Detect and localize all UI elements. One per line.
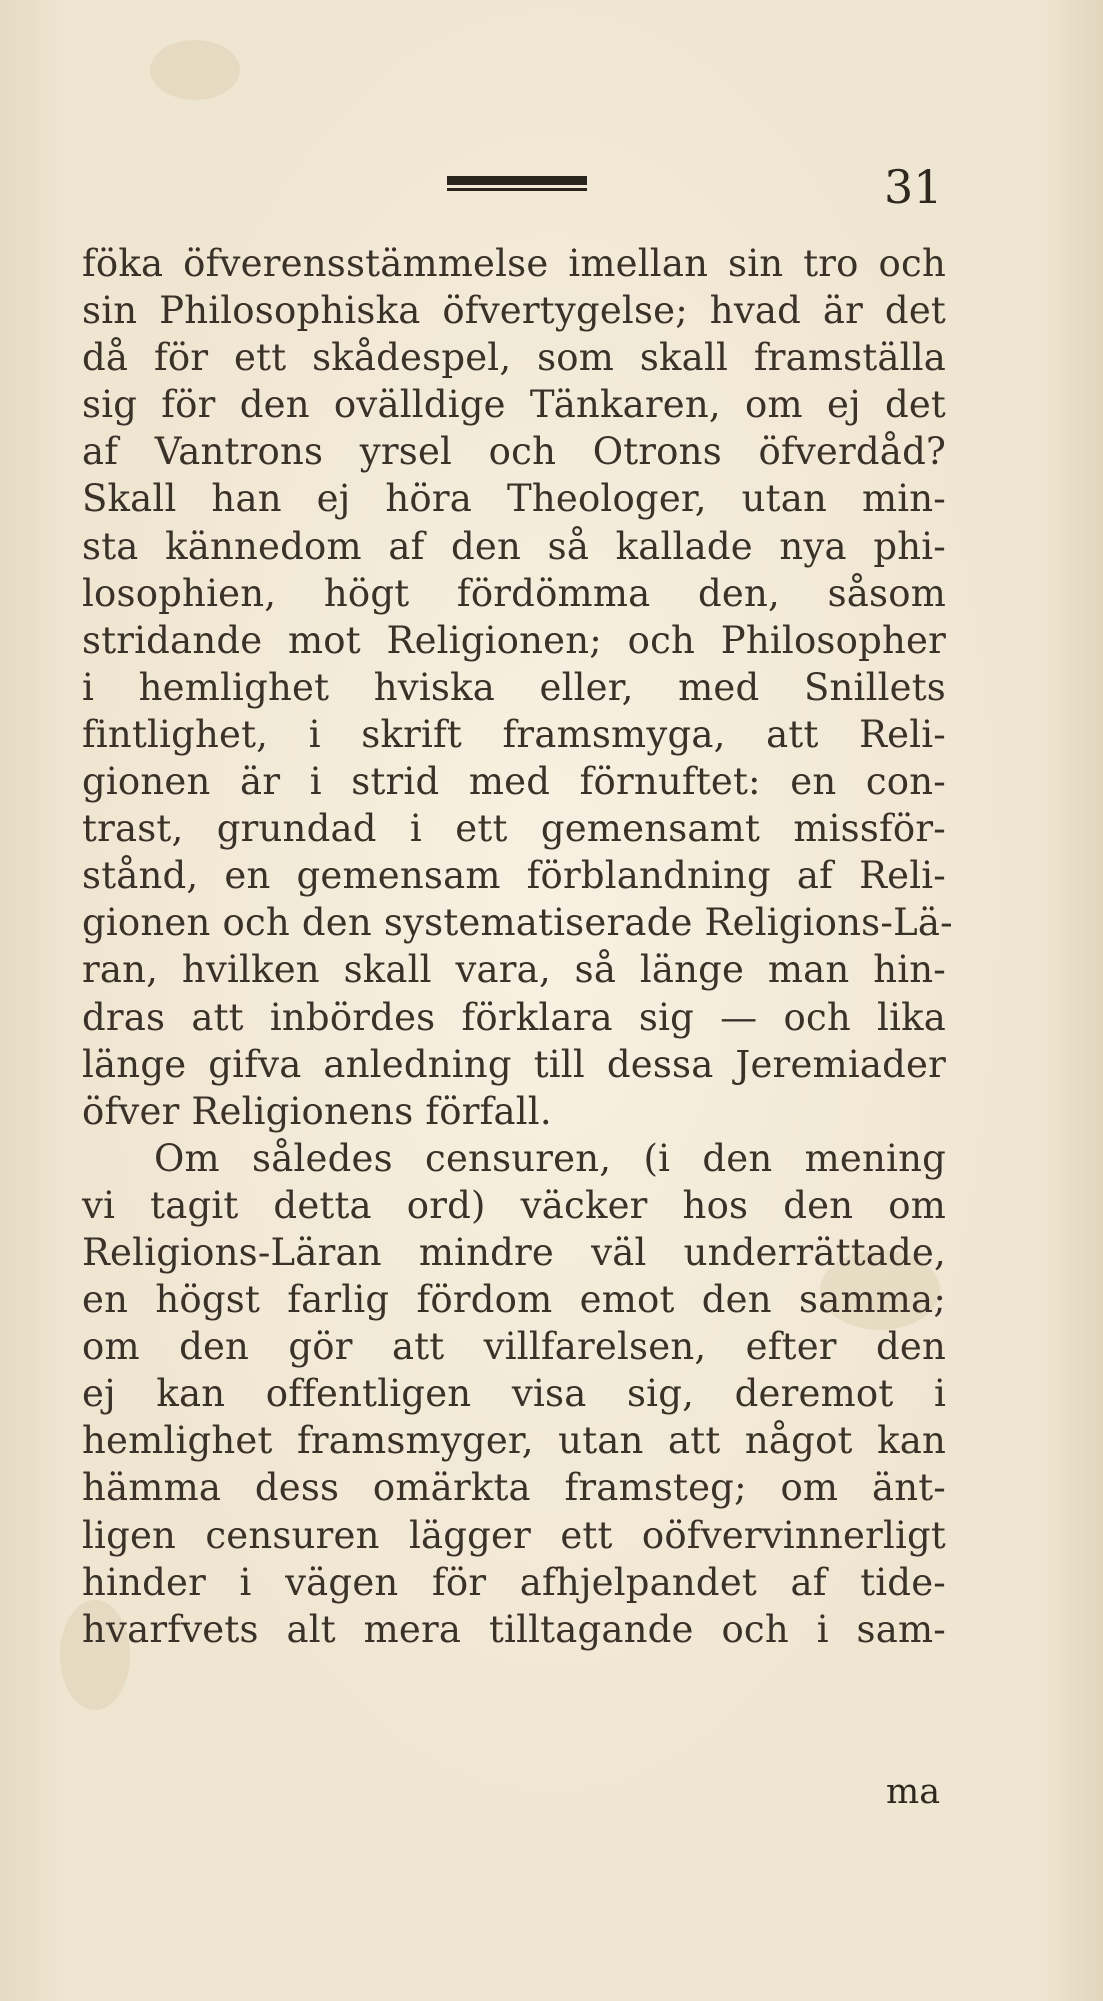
- text-line: losophien, högt fördömma den, såsom: [82, 571, 946, 615]
- header-ornament-rule: [447, 174, 587, 196]
- text-line: Religions-Läran mindre väl underrättade,: [82, 1230, 946, 1274]
- text-line: fintlighet, i skrift framsmyga, att Reli-: [82, 712, 946, 756]
- text-line: föka öfverensstämmelse imellan sin tro och: [82, 242, 946, 285]
- text-line: en högst farlig fördom emot den samma;: [82, 1278, 946, 1322]
- text-line: gionen och den systematiserade Religions-Lä-: [82, 901, 953, 945]
- text-line: öfver Religionens förfall.: [82, 1089, 552, 1133]
- text-line: i hemlighet hviska eller, med Snillets: [82, 665, 946, 709]
- text-line: hämma dess omärkta framsteg; om änt-: [82, 1466, 946, 1510]
- text-line: dras att inbördes förklara sig — och lika: [82, 995, 946, 1039]
- page-number: 31: [884, 160, 943, 214]
- catchword: ma: [886, 1772, 941, 1812]
- text-line: trast, grundad i ett gemensamt missför-: [82, 807, 946, 851]
- text-line: länge gifva anledning till dessa Jeremiader: [82, 1042, 946, 1086]
- rule-thick-bar: [447, 176, 587, 185]
- text-line: hinder i vägen för afhjelpandet af tide-: [82, 1560, 946, 1604]
- text-line: af Vantrons yrsel och Otrons öfverdåd?: [82, 430, 946, 474]
- text-line: stånd, en gemensam förblandning af Reli-: [82, 854, 946, 898]
- text-line: hvarfvets alt mera tilltagande och i sam-: [82, 1607, 946, 1651]
- text-line: ran, hvilken skall vara, så länge man hin-: [82, 948, 946, 992]
- rule-thin-bar: [447, 188, 587, 191]
- text-line: sig för den ovälldige Tänkaren, om ej det: [82, 383, 946, 427]
- text-line: gionen är i strid med förnuftet: en con-: [82, 760, 946, 804]
- paragraph-start-line: Om således censuren, (i den mening: [154, 1136, 946, 1180]
- text-line: vi tagit detta ord) väcker hos den om: [82, 1183, 946, 1227]
- text-line: ej kan offentligen visa sig, deremot i: [82, 1372, 946, 1416]
- body-text: [82, 240, 953, 1653]
- text-line: då för ett skådespel, som skall framställa: [82, 336, 946, 380]
- text-line: om den gör att villfarelsen, efter den: [82, 1325, 946, 1369]
- text-line: sin Philosophiska öfvertygelse; hvad är det: [82, 289, 946, 333]
- text-line: hemlighet framsmyger, utan att något kan: [82, 1419, 946, 1463]
- paper-stain: [150, 40, 240, 100]
- text-line: ligen censuren lägger ett oöfvervinnerligt: [82, 1513, 946, 1557]
- text-line: Skall han ej höra Theologer, utan min-: [82, 477, 946, 521]
- text-line: stridande mot Religionen; och Philosopher: [82, 618, 946, 662]
- text-line: sta kännedom af den så kallade nya phi-: [82, 524, 946, 568]
